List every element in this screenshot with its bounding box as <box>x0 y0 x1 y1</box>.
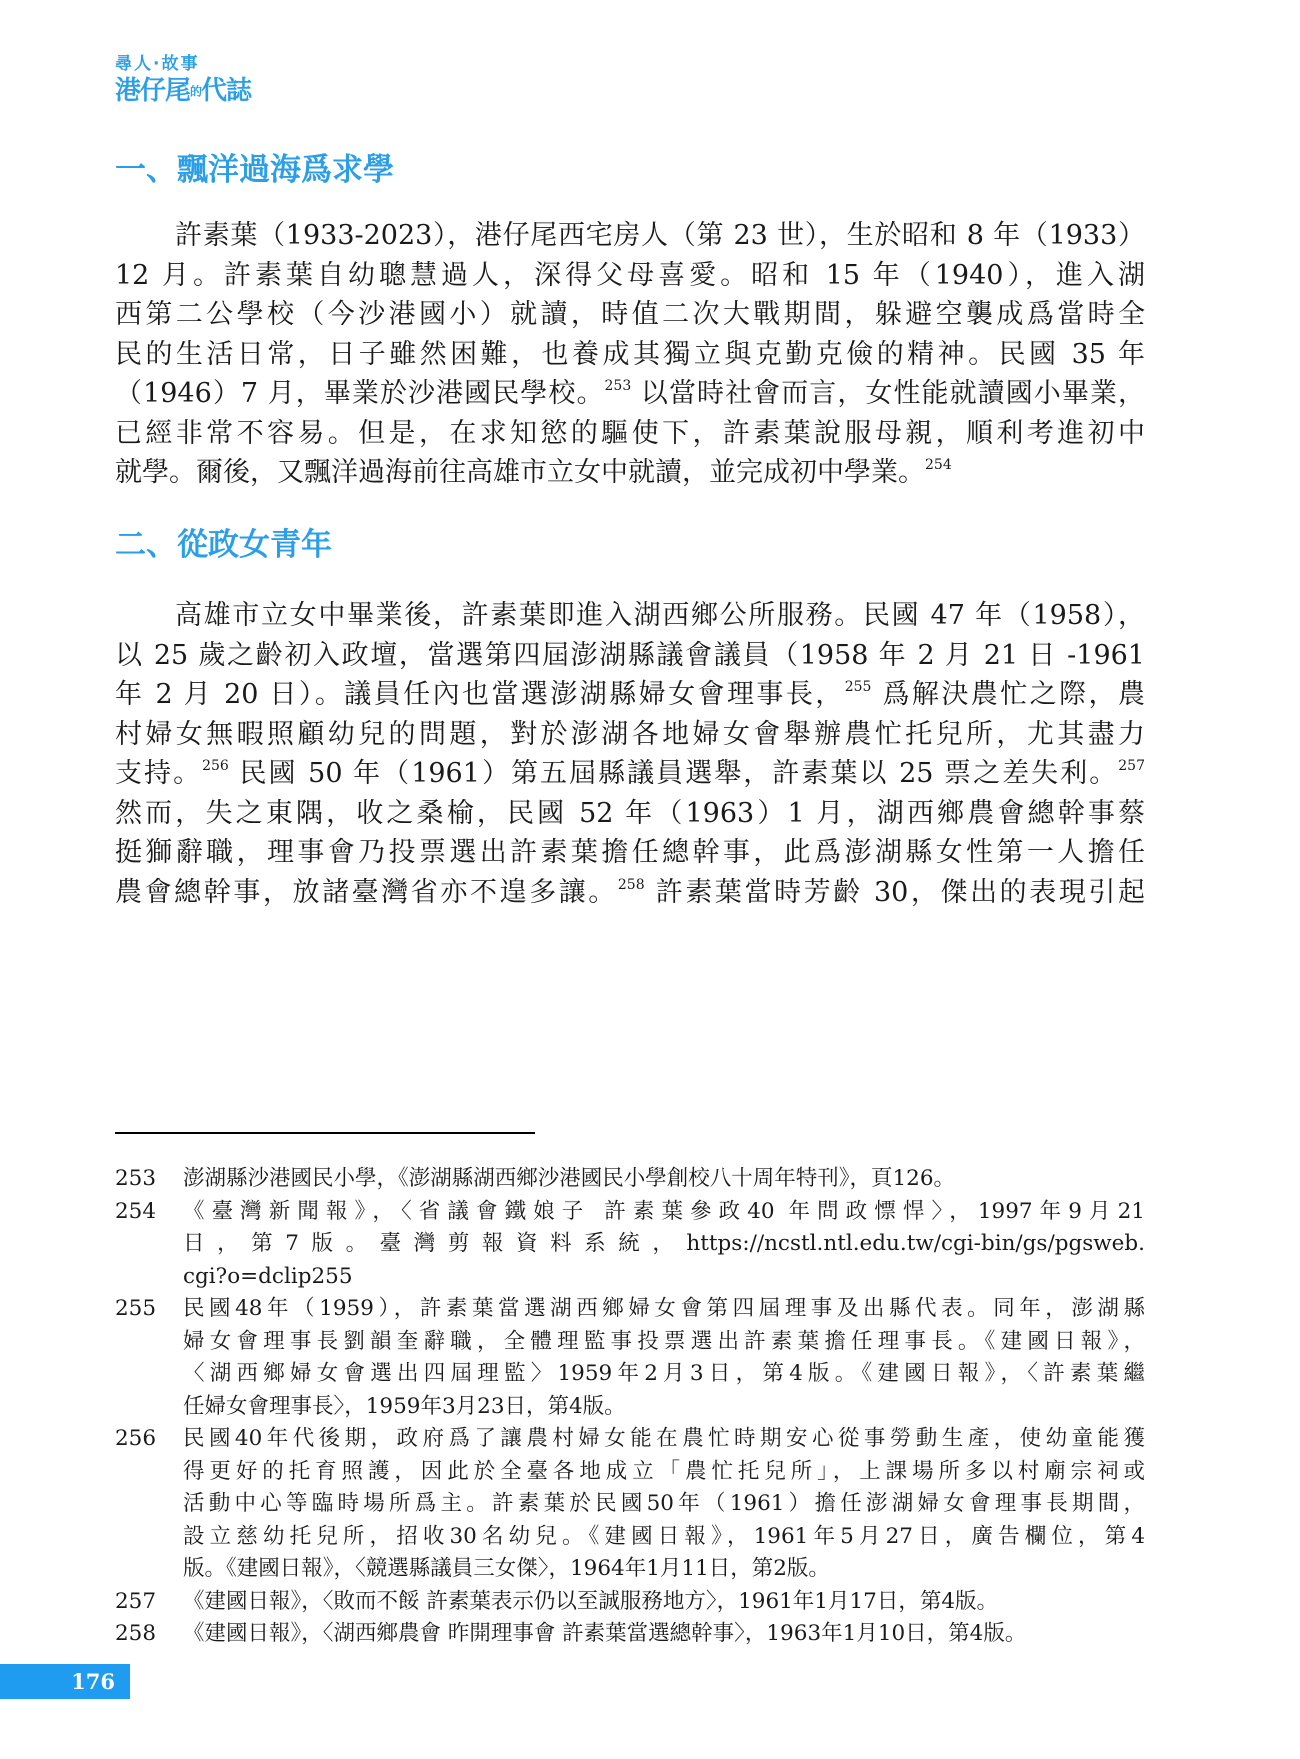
footnote-line: 婦女會理事長劉韻奎辭職，全體理監事投票選出許素葉擔任理事長。《建國日報》， <box>183 1328 1145 1354</box>
text-fragment: （1946）7 月，畢業於沙港國民學校。 <box>115 378 605 409</box>
footnote-line: cgi?o=dclip255 <box>183 1263 353 1289</box>
footnote-number: 258 <box>115 1621 157 1646</box>
text-line: 然而，失之東隅，收之桑榆，民國 52 年（1963）1 月，湖西鄉農會總幹事蔡 <box>115 797 1145 829</box>
section1-paragraph <box>115 216 1145 493</box>
footnote-number: 255 <box>115 1296 157 1321</box>
section-heading-2: 二、從政女青年 <box>115 527 332 563</box>
text-line: 高雄市立女中畢業後，許素葉即進入湖西鄉公所服務。民國 47 年（1958）， <box>175 600 1145 631</box>
footnote-ref[interactable]: 257 <box>1118 758 1145 774</box>
text-fragment: 年 2 月 20 日）。議員任內也當選澎湖縣婦女會理事長， <box>115 679 845 710</box>
footnote-number: 254 <box>115 1198 157 1224</box>
footnote-line: 民國40年代後期，政府爲了讓農村婦女能在農忙時期安心從事勞動生產，使幼童能獲 <box>183 1426 1145 1451</box>
footnote-text <box>183 1196 1145 1294</box>
text-line <box>115 754 1145 794</box>
text-fragment: 農會總幹事，放諸臺灣省亦不遑多讓。 <box>115 876 618 908</box>
footnote-ref[interactable]: 256 <box>202 758 229 774</box>
text-line <box>115 374 1145 414</box>
footnote-text <box>183 1423 1145 1586</box>
footnote-line: 得更好的托育照護，因此於全臺各地成立「農忙托兒所」，上課場所多以村廟宗祠或 <box>183 1458 1145 1484</box>
footnote-257 <box>115 1586 1145 1619</box>
footnote-ref[interactable]: 253 <box>604 378 632 394</box>
footnote-line: 活動中心等臨時場所爲主。許素葉於民國50年（1961）擔任澎湖婦女會理事長期間， <box>183 1491 1145 1516</box>
footnote-line: 澎湖縣沙港國民小學，《澎湖縣湖西鄉沙港國民小學創校八十周年特刊》，頁126。 <box>183 1166 956 1191</box>
footnote-text <box>183 1293 1145 1423</box>
text-line: 許素葉（1933-2023），港仔尾西宅房人（第 23 世），生於昭和 8 年（1933） <box>175 220 1145 251</box>
text-line: 民的生活日常，日子雖然困難，也養成其獨立與克勤克儉的精神。民國 35 年 <box>115 338 1145 370</box>
footnote-258 <box>115 1618 1145 1651</box>
footnote-text <box>183 1163 1145 1196</box>
text-line <box>115 453 1145 493</box>
footnote-253 <box>115 1163 1145 1196</box>
book-logo <box>115 56 251 104</box>
footnote-ref[interactable]: 254 <box>925 457 952 473</box>
text-fragment: 就學。爾後，又飄洋過海前往高雄市立女中就讀，並完成初中學業。 <box>115 457 925 488</box>
footnote-line: 版。《建國日報》，〈競選縣議員三女傑〉，1964年1月11日，第2版。 <box>183 1556 830 1581</box>
section2-paragraph <box>115 596 1145 912</box>
logo-title-part1: 港仔尾 <box>115 76 191 106</box>
footnote-255 <box>115 1293 1145 1423</box>
text-fragment: 民國 50 年（1961）第五屆縣議員選舉，許素葉以 25 票之差失利。 <box>228 758 1119 789</box>
logo-subtitle: 尋人·故事 <box>115 54 200 74</box>
text-line: 挺獅辭職，理事會乃投票選出許素葉擔任總幹事，此爲澎湖縣女性第一人擔任 <box>115 837 1145 868</box>
text-fragment: 許素葉當時芳齡 30，傑出的表現引起 <box>644 876 1145 908</box>
text-line: 以 25 歲之齡初入政壇，當選第四屆澎湖縣議會議員（1958 年 2 月 21 日 -1961 <box>115 639 1145 671</box>
text-line: 已經非常不容易。但是，在求知慾的驅使下，許素葉說服母親，順利考進初中 <box>115 417 1145 449</box>
footnote-line: 任婦女會理事長〉，1959年3月23日，第4版。 <box>183 1393 626 1419</box>
footnote-line: 民國48年（1959），許素葉當選湖西鄉婦女會第四屆理事及出縣代表。同年，澎湖縣 <box>183 1296 1145 1321</box>
text-line <box>115 675 1145 715</box>
footnote-ref[interactable]: 258 <box>617 876 645 893</box>
page-number: 176 <box>0 1664 130 1699</box>
footnotes <box>115 1163 1145 1651</box>
footnote-line: 《臺灣新聞報》，〈省議會鐵娘子 許素葉參政40 年問政慓悍〉，1997年9月21 <box>183 1198 1145 1224</box>
footnote-line: 〈湖西鄉婦女會選出四屆理監〉1959年2月3日，第4版。《建國日報》，〈許素葉繼 <box>183 1361 1145 1386</box>
text-line: 西第二公學校（今沙港國小）就讀，時值二次大戰期間，躲避空襲成爲當時全 <box>115 299 1145 330</box>
footnote-line: 設立慈幼托兒所，招收30名幼兒。《建國日報》，1961年5月27日，廣告欄位，第4 <box>183 1523 1145 1549</box>
footnote-line: 日，第7版。臺灣剪報資料系統，https://ncstl.ntl.edu.tw/cgi-bin/gs/pgsweb. <box>183 1231 1145 1256</box>
text-line: 12 月。許素葉自幼聰慧過人，深得父母喜愛。昭和 15 年（1940），進入湖 <box>115 259 1145 291</box>
text-line: 村婦女無暇照顧幼兒的問題，對於澎湖各地婦女會舉辦農忙托兒所，尤其盡力 <box>115 718 1145 750</box>
text-fragment: 爲解決農忙之際，農 <box>871 679 1145 710</box>
logo-title-small: 的 <box>190 84 202 99</box>
footnote-divider <box>115 1132 535 1134</box>
footnote-number: 253 <box>115 1166 157 1191</box>
footnote-number: 257 <box>115 1588 157 1614</box>
footnote-line: 《建國日報》，〈敗而不餒 許素葉表示仍以至誠服務地方〉，1961年1月17日，第4版。 <box>183 1588 999 1614</box>
text-fragment: 以當時社會而言，女性能就讀國小畢業， <box>631 378 1145 409</box>
logo-title <box>115 78 251 104</box>
footnote-number: 256 <box>115 1426 157 1451</box>
footnote-line: 《建國日報》，〈湖西鄉農會 昨開理事會 許素葉當選總幹事〉，1963年1月10日，第4版。 <box>183 1621 1027 1646</box>
text-line <box>115 873 1145 913</box>
footnote-ref[interactable]: 255 <box>844 679 872 695</box>
footnote-text <box>183 1586 1145 1619</box>
footnote-256 <box>115 1423 1145 1586</box>
text-fragment: 支持。 <box>115 758 203 789</box>
section-heading-1: 一、飄洋過海爲求學 <box>115 152 394 188</box>
footnote-text <box>183 1618 1145 1651</box>
logo-title-part2: 代誌 <box>201 76 252 106</box>
footnote-254 <box>115 1196 1145 1294</box>
